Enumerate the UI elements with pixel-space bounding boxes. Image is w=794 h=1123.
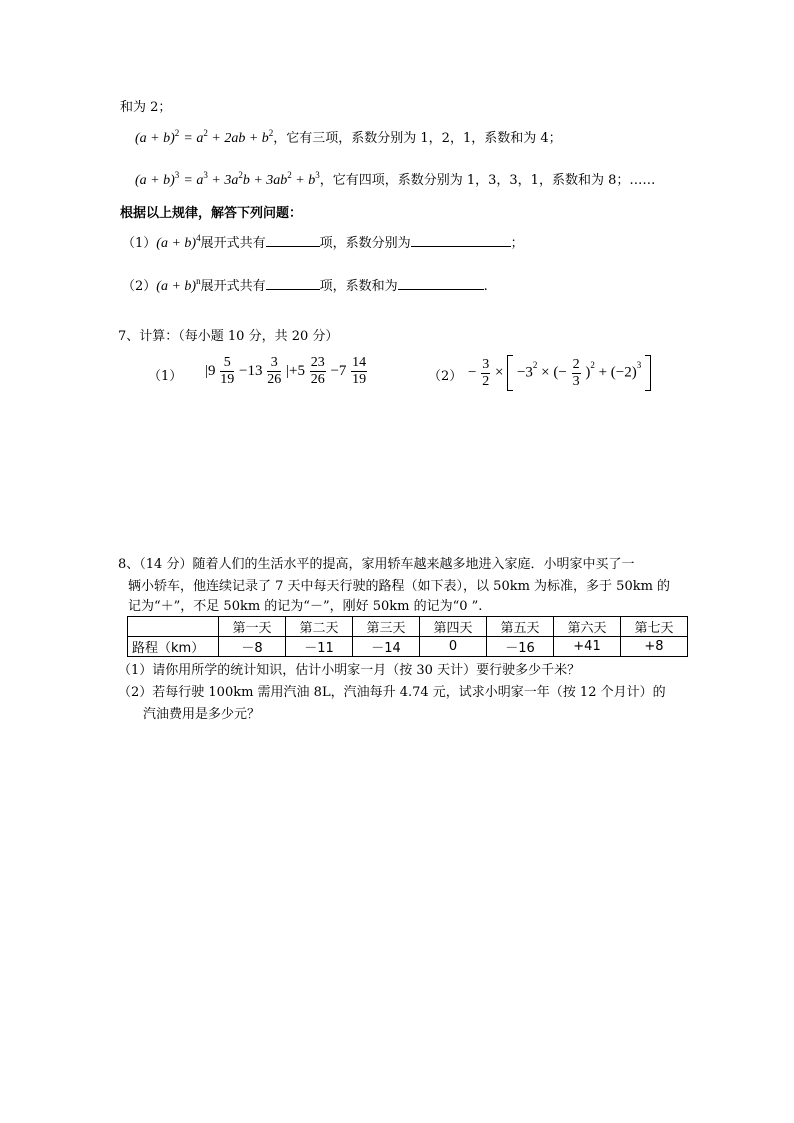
- section-8-question-2-line-1: （2）若每行驶 100km 需用汽油 8L，汽油每升 4.74 元，试求小明家一年（按 12 个月计）的: [118, 685, 666, 700]
- table-header-row: [128, 617, 688, 637]
- formula-square-line: [135, 130, 562, 148]
- p1-fraction-1-den: 19: [220, 372, 235, 387]
- question-1-blank-coefficients[interactable]: [411, 233, 511, 247]
- question-2-expr: (a + b): [156, 279, 197, 294]
- p2-inner-1: −3: [516, 364, 533, 381]
- formula-square-text: ，它有三项，系数分别为 1，2，1，系数和为 4；: [273, 131, 562, 146]
- p2-times: ×: [494, 364, 504, 381]
- p1-fraction-2-den: 26: [267, 372, 282, 387]
- table-row-label: 路程（km）: [128, 637, 219, 657]
- question-1-expr: (a + b): [156, 236, 197, 251]
- p2-inner-3: ): [585, 364, 591, 381]
- distance-table: [127, 616, 688, 657]
- formula-square-rhs-a: = a: [183, 131, 204, 146]
- question-2-number: （2）: [122, 279, 157, 294]
- formula-cube-rhs-4: + b: [291, 173, 316, 188]
- question-1-exp: 4: [196, 233, 201, 243]
- p2-fraction-1-den: 2: [482, 373, 490, 389]
- p1-fraction-3: [310, 355, 326, 388]
- table-header-cell: 第一天: [219, 617, 286, 637]
- p1-fraction-1-num: 5: [220, 355, 234, 372]
- p1-mid-3: −7: [330, 363, 347, 379]
- section-7-problem-2-label: （2）: [428, 369, 463, 384]
- formula-cube-lhs-exp: 3: [174, 170, 180, 180]
- p2-inner-2: × (−: [541, 364, 567, 381]
- formula-square-lhs: (a + b): [135, 131, 175, 146]
- table-header-cell: 第五天: [487, 617, 554, 637]
- table-cell: +8: [621, 637, 688, 657]
- question-2-blank-sum[interactable]: [398, 276, 484, 290]
- section-8-question-2-line-2: 汽油费用是多少元？: [143, 707, 261, 722]
- p2-inner-4: + (−2): [598, 364, 637, 381]
- formula-cube-lhs: (a + b): [135, 173, 175, 188]
- question-2-blank-terms[interactable]: [266, 276, 320, 290]
- table-header-cell: 第二天: [286, 617, 353, 637]
- section-8-question-1: （1）请你用所学的统计知识，估计小明家一月（按 30 天计）要行驶多少千米？: [118, 663, 581, 678]
- formula-cube-line: [135, 172, 655, 190]
- rule-prompt: 根据以上规律，解答下列问题：: [120, 206, 303, 221]
- section-7-problem-2-expression: [468, 355, 651, 391]
- p2-neg: −: [468, 364, 477, 381]
- p1-fraction-4-num: 14: [352, 355, 367, 370]
- formula-square-lhs-exp: 2: [174, 128, 180, 138]
- table-header-cell: 第三天: [353, 617, 420, 637]
- question-2-line: [122, 276, 488, 296]
- p1-fraction-2-num: 3: [267, 355, 281, 372]
- p1-fraction-4-den: 19: [352, 372, 367, 387]
- formula-cube-exp-1: 3: [203, 170, 208, 180]
- p2-inner-4-exp: 3: [636, 360, 642, 370]
- p2-fraction-2-num: 2: [572, 356, 580, 372]
- formula-square-rhs-b: + 2ab + b: [207, 131, 269, 146]
- table-cell: －14: [353, 637, 420, 657]
- question-1-text1: 展开式共有: [200, 236, 266, 251]
- formula-cube-rhs-2: + 3a: [207, 173, 239, 188]
- question-1-text2: 项，系数分别为: [319, 236, 411, 251]
- section-8-line-3: 记为“＋”，不足 50km 的记为“－”，刚好 50km 的记为“0 ”.: [128, 599, 483, 614]
- table-cell: －11: [286, 637, 353, 657]
- p1-mid-2: |+5: [285, 363, 305, 379]
- formula-square-exp-a: 2: [203, 128, 208, 138]
- p2-inner-1-exp: 2: [532, 360, 538, 370]
- formula-square-exp-b: 2: [268, 128, 274, 138]
- section-8-line-1: 8、（14 分）随着人们的生活水平的提高，家用轿车越来越多地进入家庭．小明家中买了一: [118, 557, 635, 572]
- section-7-title: 7、计算：（每小题 10 分，共 20 分）: [118, 329, 339, 344]
- section-7-problem-1-label: （1）: [148, 369, 183, 384]
- section-8-line-2: 辆小轿车，他连续记录了 7 天中每天行驶的路程（如下表），以 50km 为标准，多于 50km 的: [128, 579, 671, 594]
- p1-fraction-1: [220, 355, 234, 388]
- formula-cube-exp-4: 3: [315, 170, 320, 180]
- p1-fraction-4: [351, 355, 367, 388]
- p1-fraction-3-den: 26: [310, 372, 325, 387]
- p2-fraction-2-den: 3: [572, 373, 580, 389]
- p1-open: |9: [205, 363, 216, 379]
- table-cell: 0: [420, 637, 487, 657]
- p2-fraction-1-num: 3: [482, 356, 490, 372]
- table-cell: －8: [219, 637, 286, 657]
- formula-cube-exp-3: 2: [287, 170, 292, 180]
- question-1-number: （1）: [122, 236, 157, 251]
- intro-line: 和为 2；: [120, 100, 172, 115]
- formula-cube-exp-2: 2: [238, 170, 243, 180]
- formula-cube-rhs-3: b + 3ab: [242, 173, 288, 188]
- question-2-end: .: [483, 279, 488, 294]
- formula-cube-text: ，它有四项，系数分别为 1，3，3，1，系数和为 8；……: [319, 173, 656, 188]
- question-1-blank-terms[interactable]: [266, 233, 320, 247]
- p2-fraction-1: [481, 357, 490, 390]
- p2-inner-3-exp: 2: [590, 360, 595, 370]
- p2-fraction-2: [572, 357, 581, 390]
- formula-cube-rhs-1: = a: [183, 173, 204, 188]
- table-header-cell: 第七天: [621, 617, 688, 637]
- p1-mid-1: −13: [239, 363, 263, 379]
- table-header-cell: 第六天: [554, 617, 621, 637]
- question-1-end: ；: [510, 236, 524, 251]
- table-cell: +41: [554, 637, 621, 657]
- table-header-cell: 第四天: [420, 617, 487, 637]
- question-2-text2: 项，系数和为: [319, 279, 398, 294]
- p2-left-bracket: [507, 355, 513, 391]
- question-2-exp: n: [196, 276, 201, 286]
- table-cell: －16: [487, 637, 554, 657]
- table-header-corner: [128, 617, 219, 637]
- p1-fraction-3-num: 23: [310, 355, 325, 370]
- p2-right-bracket: [645, 355, 651, 391]
- table-row: [128, 637, 688, 657]
- p1-fraction-2: [267, 355, 281, 388]
- section-7-problem-1-expression: [205, 355, 368, 388]
- question-2-text1: 展开式共有: [200, 279, 266, 294]
- question-1-line: [122, 233, 524, 253]
